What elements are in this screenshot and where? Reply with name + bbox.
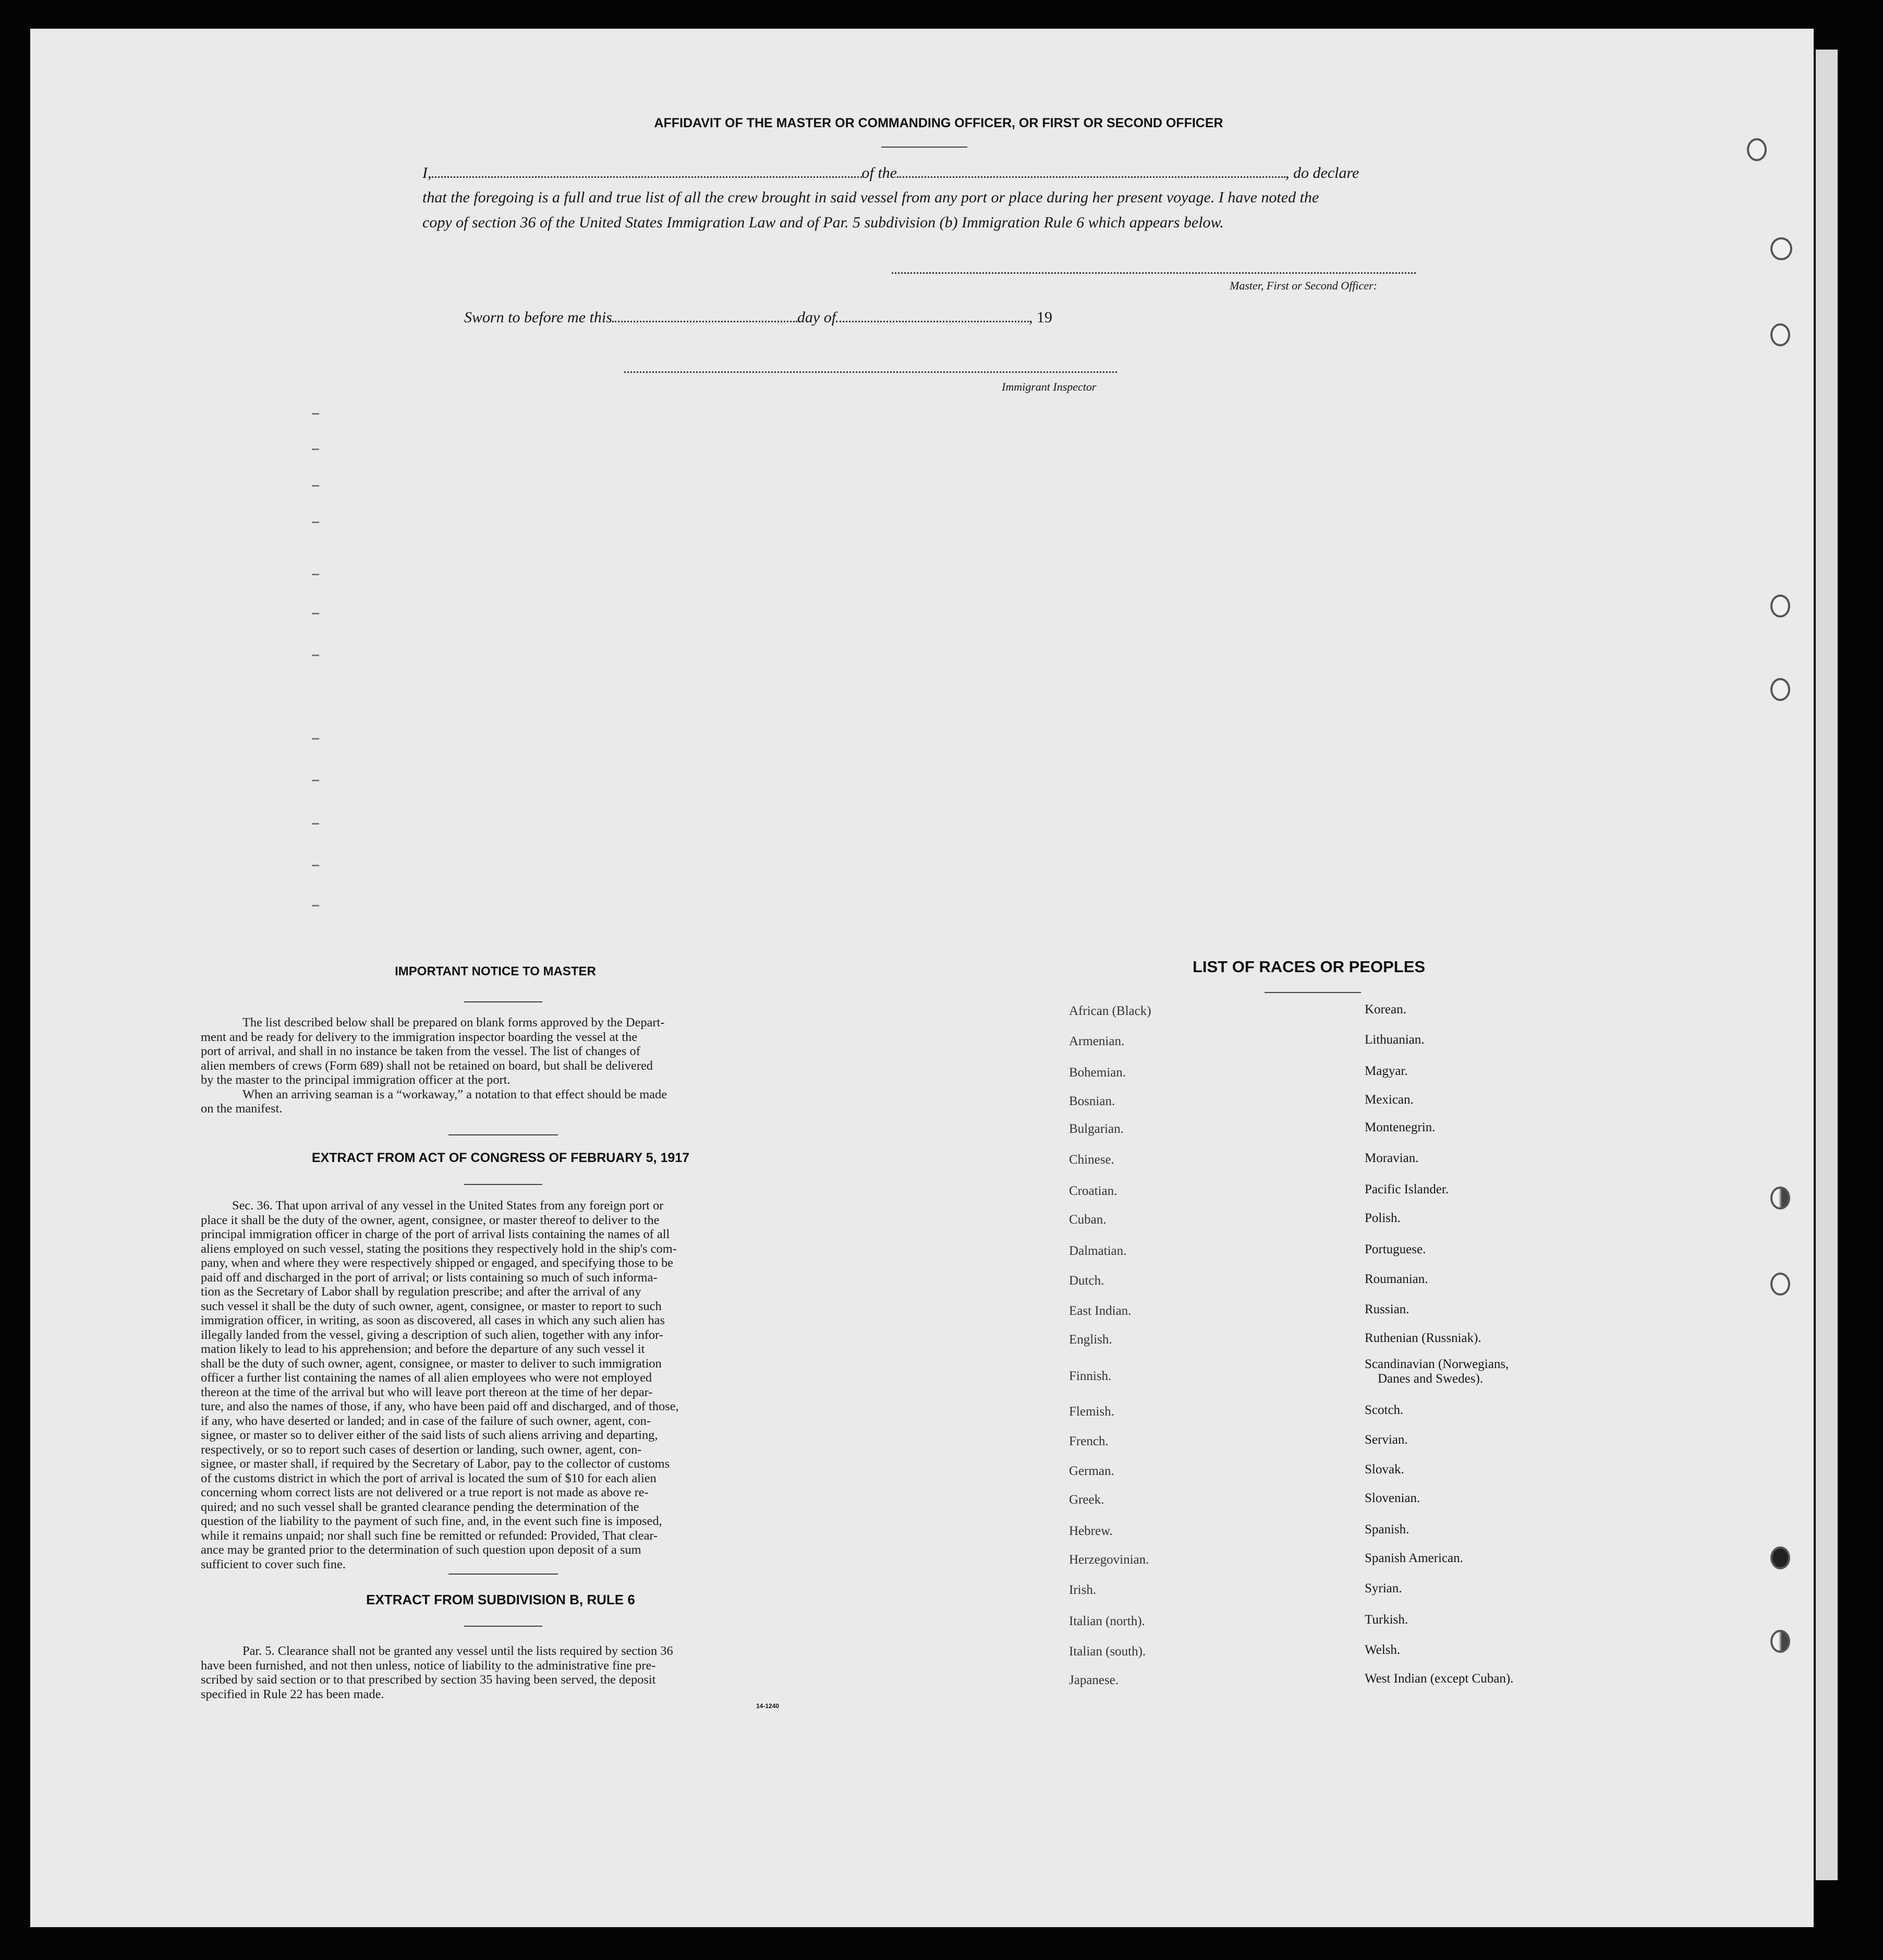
race-item: Magyar. <box>1365 1064 1408 1078</box>
act-line: if any, who have deserted or landed; and in case of the failure of such owner, agent, con- <box>201 1413 651 1428</box>
act-end-rule <box>448 1574 558 1575</box>
act-line: place it shall be the duty of the owner, agent, consignee, or master thereof to deliver to the <box>201 1213 660 1227</box>
margin-mark <box>312 613 319 614</box>
race-item: Herzegovinian. <box>1069 1553 1149 1567</box>
act-line: signee, or master shall, if required by the Secretary of Labor, pay to the collector of customs <box>201 1457 670 1471</box>
master-signature-field[interactable] <box>892 272 1416 274</box>
notice-line: ment and be ready for delivery to the immigration inspector boarding the vessel at the <box>201 1030 638 1044</box>
binder-hole <box>1770 1273 1790 1296</box>
affidavit-copy-line: copy of section 36 of the United States Immigration Law and of Par. 5 subdivision (b) Immigration Rule 6 which appears below. <box>422 214 1224 231</box>
sworn-day-field[interactable] <box>612 309 797 322</box>
race-item: Flemish. <box>1069 1405 1114 1419</box>
binder-hole <box>1770 595 1790 618</box>
act-line: mation likely to lead to his apprehension; and before the departure of any such vessel it <box>201 1342 645 1356</box>
act-line: illegally landed from the vessel, giving a description of such alien, together with any infor- <box>201 1327 663 1342</box>
margin-mark <box>312 522 319 523</box>
race-item: Mexican. <box>1365 1093 1414 1107</box>
inspector-signature-field[interactable] <box>624 371 1117 373</box>
race-item: Russian. <box>1365 1302 1410 1316</box>
rule-title-rule <box>464 1626 542 1627</box>
race-item: Roumanian. <box>1365 1272 1428 1286</box>
act-line: concerning whom correct lists are not delivered or a true report is not made as above re- <box>201 1485 649 1499</box>
sworn-year-prefix: , 19 <box>1029 309 1053 326</box>
notice-title-rule <box>464 1001 542 1002</box>
race-item: African (Black) <box>1069 1004 1151 1018</box>
race-item: Danes and Swedes). <box>1378 1372 1484 1386</box>
binder-hole <box>1770 323 1790 346</box>
sworn-day-of: day of <box>797 309 836 326</box>
race-item: Bosnian. <box>1069 1094 1115 1108</box>
affidavit-declarant-line <box>422 164 1359 182</box>
race-item: Slovenian. <box>1365 1491 1420 1505</box>
rule-line: have been furnished, and not then unless, notice of liability to the administrative fine pre- <box>201 1658 656 1673</box>
notice-line: The list described below shall be prepared on blank forms approved by the Depart- <box>242 1015 665 1030</box>
race-item: Syrian. <box>1365 1581 1402 1595</box>
affidavit-i-label: I, <box>422 164 432 182</box>
race-item: Spanish. <box>1365 1522 1410 1536</box>
margin-mark <box>312 780 319 781</box>
margin-mark <box>312 413 319 415</box>
binder-hole <box>1747 138 1767 161</box>
act-line: pany, when and where they were respectively shipped or engaged, and specifying those to be <box>201 1256 673 1270</box>
act-line: principal immigration officer in charge of the port of arrival lists containing the names of all <box>201 1227 670 1241</box>
notice-line: When an arriving seaman is a “workaway,” a notation to that effect should be made <box>242 1087 667 1102</box>
race-item: Welsh. <box>1365 1643 1401 1657</box>
races-title: LIST OF RACES OR PEOPLES <box>1192 958 1426 976</box>
race-item: Ruthenian (Russniak). <box>1365 1331 1481 1345</box>
race-item: Dalmatian. <box>1069 1244 1127 1258</box>
race-item: Greek. <box>1069 1493 1104 1507</box>
notice-line: by the master to the principal immigration officer at the port. <box>201 1073 511 1087</box>
margin-mark <box>312 905 319 906</box>
binder-hole <box>1770 1187 1790 1209</box>
act-line: paid off and discharged in the port of arrival; or lists containing so much of such informa- <box>201 1270 658 1285</box>
act-title: EXTRACT FROM ACT OF CONGRESS OF FEBRUARY 5, 1917 <box>311 1151 690 1165</box>
affidavit-of-the: of the <box>861 164 897 182</box>
notice-line: alien members of crews (Form 689) shall not be retained on board, but shall be delivered <box>201 1058 653 1073</box>
binder-hole <box>1770 1546 1790 1569</box>
binder-hole <box>1770 1630 1790 1653</box>
act-line: thereon at the time of the arrival but who will leave port thereon at the time of her depar- <box>201 1385 653 1399</box>
race-item: Croatian. <box>1069 1184 1117 1198</box>
race-item: East Indian. <box>1069 1304 1132 1318</box>
act-line: shall be the duty of such owner, agent, consignee, or master to deliver to such immigration <box>201 1356 662 1371</box>
margin-mark <box>312 738 319 740</box>
act-line: aliens employed on such vessel, stating the positions they respectively hold in the ship's com- <box>201 1241 677 1256</box>
notice-line: port of arrival, and shall in no instance be taken from the vessel. The list of changes of <box>201 1044 640 1058</box>
race-item: Scandinavian (Norwegians, <box>1365 1357 1509 1371</box>
rule-text <box>201 1644 795 1701</box>
race-item: German. <box>1069 1464 1114 1478</box>
affidavit-title: AFFIDAVIT OF THE MASTER OR COMMANDING OFFICER, OR FIRST OR SECOND OFFICER <box>654 116 1223 130</box>
act-line: sufficient to cover such fine. <box>201 1557 346 1571</box>
margin-mark <box>312 449 319 450</box>
rule-line: Par. 5. Clearance shall not be granted any vessel until the lists required by section 36 <box>242 1644 673 1658</box>
act-line: of the customs district in which the port of arrival is located the sum of $10 for each alien <box>201 1471 657 1485</box>
race-item: Montenegrin. <box>1365 1120 1436 1134</box>
next-page-edge <box>1816 50 1838 1880</box>
margin-mark <box>312 865 319 866</box>
rule-line: specified in Rule 22 has been made. <box>201 1687 384 1701</box>
race-item: Italian (south). <box>1069 1644 1146 1659</box>
races-title-rule <box>1265 992 1361 993</box>
race-item: Chinese. <box>1069 1153 1114 1167</box>
notice-line: on the manifest. <box>201 1102 283 1116</box>
act-line: ance may be granted prior to the determination of such question upon deposit of a sum <box>201 1543 641 1557</box>
inspector-caption: Immigrant Inspector <box>1002 380 1097 393</box>
race-item: Japanese. <box>1069 1673 1119 1687</box>
race-item: Cuban. <box>1069 1213 1107 1227</box>
sworn-prefix: Sworn to before me this <box>464 309 612 326</box>
race-item: Bohemian. <box>1069 1066 1126 1080</box>
act-title-rule <box>464 1184 542 1185</box>
race-item: Pacific Islander. <box>1365 1182 1449 1196</box>
act-line: ture, and also the names of those, if any, who have been paid off and discharged, and of those, <box>201 1399 679 1413</box>
act-line: immigration officer, in writing, as soon as discovered, all cases in which any such alien has <box>201 1313 665 1327</box>
act-line: Sec. 36. That upon arrival of any vessel in the United States from any foreign port or <box>232 1199 664 1213</box>
act-line: respectively, or so to report such cases of desertion or landing, such owner, agent, con- <box>201 1442 642 1457</box>
binder-hole <box>1770 237 1792 260</box>
margin-mark <box>312 823 319 825</box>
race-item: English. <box>1069 1333 1112 1347</box>
race-item: Servian. <box>1365 1433 1408 1447</box>
act-line: officer a further list containing the names of all alien employees who were not employed <box>201 1371 652 1385</box>
affidavit-statement-line: that the foregoing is a full and true list of all the crew brought in said vessel from any port or place during her present voyage. I have noted the <box>422 189 1319 206</box>
race-item: Korean. <box>1365 1002 1406 1017</box>
notice-text <box>201 1015 795 1116</box>
master-signature-caption: Master, First or Second Officer: <box>1230 279 1377 292</box>
affidavit-do-declare: , do declare <box>1285 164 1359 182</box>
race-item: Finnish. <box>1069 1369 1112 1383</box>
race-item: Dutch. <box>1069 1274 1104 1288</box>
form-code: 14-1240 <box>756 1702 780 1710</box>
rule-line: scribed by said section or to that prescribed by section 35 having been served, the deposit <box>201 1673 656 1687</box>
notice-title: IMPORTANT NOTICE TO MASTER <box>395 964 596 978</box>
binder-hole <box>1770 678 1790 701</box>
sworn-month-field[interactable] <box>836 309 1029 322</box>
race-item: Lithuanian. <box>1365 1033 1425 1047</box>
vessel-name-field[interactable] <box>897 165 1285 178</box>
act-line: signee, or master so to deliver either of the said lists of such aliens arriving and departing, <box>201 1428 658 1442</box>
margin-mark <box>312 485 319 487</box>
race-item: Italian (north). <box>1069 1614 1145 1628</box>
race-item: Scotch. <box>1365 1403 1404 1417</box>
act-text <box>201 1199 795 1571</box>
race-item: Portuguese. <box>1365 1242 1426 1256</box>
act-line: quired; and no such vessel shall be granted clearance pending the determination of the <box>201 1499 639 1514</box>
sworn-line <box>464 309 1052 326</box>
act-line: such vessel it shall be the duty of such owner, agent, consignee, or master to report to such <box>201 1299 662 1313</box>
race-item: Bulgarian. <box>1069 1122 1124 1136</box>
race-item: Irish. <box>1069 1583 1097 1597</box>
affidavit-title-rule <box>881 147 967 148</box>
race-item: Slovak. <box>1365 1462 1404 1477</box>
race-item: Turkish. <box>1365 1613 1408 1627</box>
race-item: Polish. <box>1365 1211 1401 1225</box>
act-line: tion as the Secretary of Labor shall by regulation prescribe; and after the arrival of any <box>201 1285 641 1299</box>
race-item: Hebrew. <box>1069 1524 1113 1538</box>
race-item: French. <box>1069 1434 1109 1448</box>
race-item: Spanish American. <box>1365 1551 1463 1565</box>
race-item: West Indian (except Cuban). <box>1365 1672 1514 1686</box>
rule-title: EXTRACT FROM SUBDIVISION B, RULE 6 <box>366 1592 635 1607</box>
race-item: Armenian. <box>1069 1034 1125 1048</box>
act-line: while it remains unpaid; nor shall such fine be remitted or refunded: Provided, That clear- <box>201 1528 658 1543</box>
margin-mark <box>312 655 319 656</box>
notice-end-rule <box>448 1134 558 1135</box>
declarant-name-field[interactable] <box>432 165 862 178</box>
race-item: Moravian. <box>1365 1151 1419 1165</box>
margin-mark <box>312 574 319 575</box>
act-line: question of the liability to the payment of such fine, and, in the event such fine is imposed, <box>201 1514 662 1528</box>
